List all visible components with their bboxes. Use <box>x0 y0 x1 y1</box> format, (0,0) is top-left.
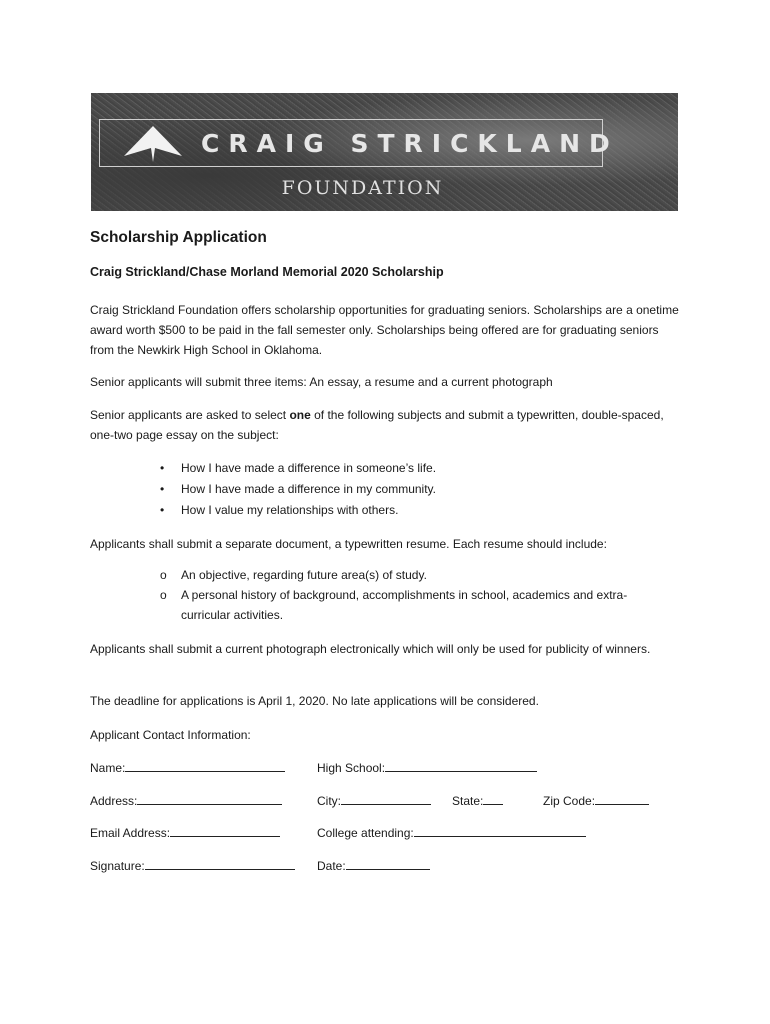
name-field[interactable]: Name: <box>90 758 285 778</box>
intro-paragraph: Craig Strickland Foundation offers scholarship opportunities for graduating seniors. Scholarships are a onetime award worth $500 to be paid in the fall semester only. Scholarships being offered are for graduating seniors from the Newkirk High School in Oklahoma. <box>90 303 679 357</box>
resume-paragraph: Applicants shall submit a separate document, a typewritten resume. Each resume should include: <box>90 537 607 551</box>
state-field[interactable]: State: <box>452 791 503 811</box>
high-school-field[interactable]: High School: <box>317 758 537 778</box>
city-field[interactable]: City: <box>317 791 431 811</box>
zip-code-field[interactable]: Zip Code: <box>543 791 649 811</box>
list-item: o A personal history of background, accomplishments in school, academics and extra-curricular activities. <box>160 588 628 622</box>
address-field[interactable]: Address: <box>90 791 282 811</box>
list-item: • How I have made a difference in someone’s life. <box>160 461 437 475</box>
photo-paragraph: Applicants shall submit a current photograph electronically which will only be used for publicity of winners. <box>90 642 651 656</box>
contact-heading: Applicant Contact Information: <box>90 728 251 742</box>
college-attending-field[interactable]: College attending: <box>317 823 586 843</box>
list-item: • How I value my relationships with others. <box>160 503 399 517</box>
list-item: o An objective, regarding future area(s) of study. <box>160 568 427 582</box>
essay-paragraph: Senior applicants are asked to select one of the following subjects and submit a typewritten, double-spaced, one-two page essay on the subject: <box>90 408 664 442</box>
scholarship-name: Craig Strickland/Chase Morland Memorial 2020 Scholarship <box>90 265 444 279</box>
arrow-logo-icon <box>124 126 182 162</box>
resume-items-list <box>90 565 660 625</box>
items-paragraph: Senior applicants will submit three items: An essay, a resume and a current photograph <box>90 375 553 389</box>
foundation-logo-banner <box>91 93 678 211</box>
list-item: • How I have made a difference in my community. <box>160 482 436 496</box>
page-title: Scholarship Application <box>90 229 267 246</box>
logo-name: CRAIG STRICKLAND <box>201 129 619 158</box>
email-address-field[interactable]: Email Address: <box>90 823 280 843</box>
signature-field[interactable]: Signature: <box>90 856 295 876</box>
date-field[interactable]: Date: <box>317 856 430 876</box>
essay-topics-list <box>90 458 680 521</box>
logo-subtitle: FOUNDATION <box>281 177 444 199</box>
deadline-paragraph: The deadline for applications is April 1, 2020. No late applications will be considered. <box>90 694 539 708</box>
